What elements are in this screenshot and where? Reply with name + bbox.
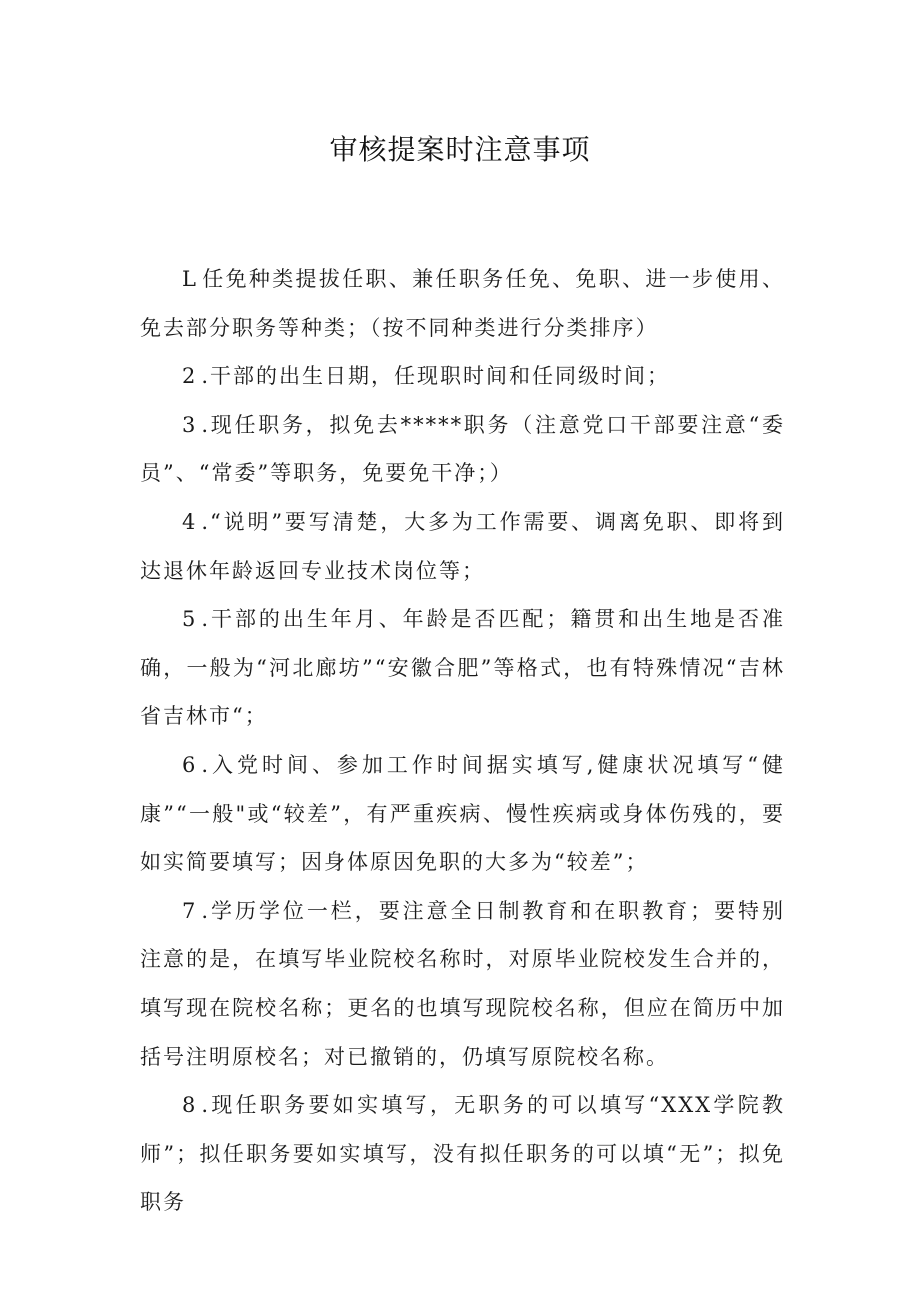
paragraph-2	[140, 352, 785, 401]
paragraph-text: .入党时间、参加工作时间据实填写,健康状况填写“健康”“一般"或“较差”，有严重疾病、慢性疾病或身体伤残的，要如实简要填写；因身体原因免职的大多为“较差”；	[140, 752, 785, 875]
paragraph-number: L	[182, 267, 198, 291]
paragraph-text: .干部的出生年月、年龄是否匹配；籍贯和出生地是否准确，一般为“河北廊坊”“安徽合肥”等格式，也有特殊情况“吉林省吉林市“；	[140, 607, 785, 729]
paragraph-number: 8	[182, 1093, 198, 1118]
document-body	[140, 255, 785, 1227]
paragraph-4	[140, 498, 785, 595]
paragraph-3	[140, 401, 785, 498]
paragraph-6	[140, 741, 785, 887]
paragraph-text: 任免种类提拔任职、兼任职务任免、免职、进一步使用、免去部分职务等种类；（按不同种类进行分类排序）	[140, 267, 785, 340]
paragraph-1	[140, 255, 785, 352]
document-title: 审核提案时注意事项	[329, 133, 591, 166]
paragraph-number: 4	[182, 509, 198, 534]
paragraph-text: .学历学位一栏，要注意全日制教育和在职教育；要特别注意的是，在填写毕业院校名称时，对原毕业院校发生合并的，填写现在院校名称；更名的也填写现院校名称，但应在简历中加括号注明原校名；对已撤销的，仍填写原院校名称。	[140, 898, 785, 1069]
paragraph-number: 2	[182, 364, 198, 389]
paragraph-text: .现任职务，拟免去*****职务（注意党口干部要注意“委员”、“常委”等职务，免要免干净；）	[140, 412, 785, 486]
paragraph-number: 5	[182, 607, 198, 632]
paragraph-text: .“说明”要写清楚，大多为工作需要、调离免职、即将到达退休年龄返回专业技术岗位等；	[140, 509, 785, 583]
paragraph-number: 6	[182, 752, 198, 777]
paragraph-8	[140, 1081, 785, 1227]
paragraph-5	[140, 595, 785, 741]
paragraph-number: 3	[182, 412, 198, 437]
paragraph-number: 7	[182, 898, 198, 923]
paragraph-text: .现任职务要如实填写，无职务的可以填写“XXX学院教师”；拟任职务要如实填写，没有拟任职务的可以填“无”；拟免职务	[140, 1093, 785, 1215]
paragraph-7	[140, 887, 785, 1081]
paragraph-text: .干部的出生日期，任现职时间和任同级时间；	[201, 364, 671, 389]
